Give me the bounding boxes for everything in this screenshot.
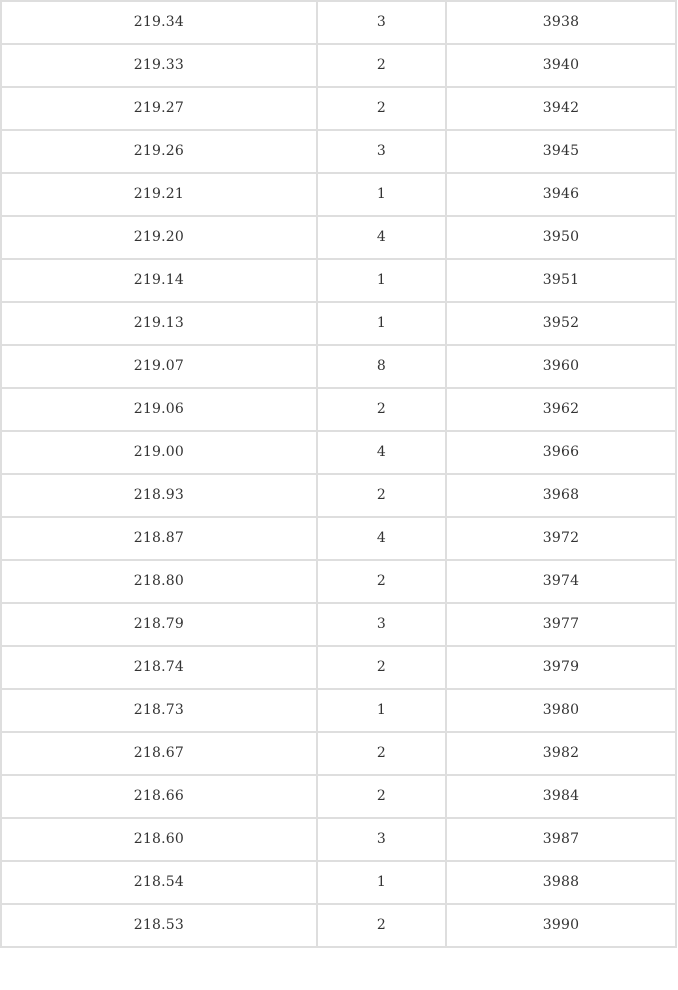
table-row [1, 732, 676, 775]
count-cell: 1 [317, 259, 446, 302]
score-cell: 218.80 [1, 560, 317, 603]
score-cell: 219.07 [1, 345, 317, 388]
score-cell: 219.33 [1, 44, 317, 87]
count-cell: 1 [317, 302, 446, 345]
cumulative-count-cell: 3972 [446, 517, 676, 560]
table-row [1, 388, 676, 431]
table-row [1, 130, 676, 173]
score-cell: 218.79 [1, 603, 317, 646]
cumulative-count-cell: 3988 [446, 861, 676, 904]
cumulative-count-cell: 3982 [446, 732, 676, 775]
count-cell: 2 [317, 87, 446, 130]
score-cell: 219.20 [1, 216, 317, 259]
count-cell: 2 [317, 474, 446, 517]
count-cell: 3 [317, 130, 446, 173]
score-cell: 218.67 [1, 732, 317, 775]
score-cell: 218.74 [1, 646, 317, 689]
score-cell: 219.21 [1, 173, 317, 216]
count-cell: 2 [317, 775, 446, 818]
score-cell: 219.26 [1, 130, 317, 173]
count-cell: 1 [317, 689, 446, 732]
cumulative-count-cell: 3979 [446, 646, 676, 689]
table-row [1, 904, 676, 947]
score-cell: 219.14 [1, 259, 317, 302]
table-row [1, 689, 676, 732]
score-cell: 219.27 [1, 87, 317, 130]
table-row [1, 1, 676, 44]
cumulative-count-cell: 3942 [446, 87, 676, 130]
table-row [1, 44, 676, 87]
score-cell: 218.54 [1, 861, 317, 904]
score-cell: 219.06 [1, 388, 317, 431]
score-cell: 219.13 [1, 302, 317, 345]
table-row [1, 646, 676, 689]
cumulative-count-cell: 3960 [446, 345, 676, 388]
table-row [1, 302, 676, 345]
count-cell: 2 [317, 388, 446, 431]
table-row [1, 775, 676, 818]
score-cell: 218.87 [1, 517, 317, 560]
count-cell: 4 [317, 517, 446, 560]
cumulative-count-cell: 3987 [446, 818, 676, 861]
cumulative-count-cell: 3966 [446, 431, 676, 474]
count-cell: 1 [317, 173, 446, 216]
score-cell: 218.60 [1, 818, 317, 861]
table-row [1, 216, 676, 259]
table-row [1, 474, 676, 517]
score-cell: 218.53 [1, 904, 317, 947]
table-row [1, 87, 676, 130]
count-cell: 3 [317, 818, 446, 861]
table-body [1, 1, 676, 947]
count-cell: 4 [317, 431, 446, 474]
cumulative-count-cell: 3938 [446, 1, 676, 44]
cumulative-count-cell: 3962 [446, 388, 676, 431]
table-row [1, 861, 676, 904]
cumulative-count-cell: 3952 [446, 302, 676, 345]
table-row [1, 818, 676, 861]
count-cell: 3 [317, 603, 446, 646]
score-cell: 218.66 [1, 775, 317, 818]
count-cell: 2 [317, 560, 446, 603]
cumulative-count-cell: 3968 [446, 474, 676, 517]
count-cell: 2 [317, 646, 446, 689]
count-cell: 4 [317, 216, 446, 259]
count-cell: 3 [317, 1, 446, 44]
table-row [1, 173, 676, 216]
cumulative-count-cell: 3946 [446, 173, 676, 216]
table-row [1, 259, 676, 302]
cumulative-count-cell: 3951 [446, 259, 676, 302]
cumulative-count-cell: 3974 [446, 560, 676, 603]
table-row [1, 431, 676, 474]
count-cell: 8 [317, 345, 446, 388]
cumulative-count-cell: 3984 [446, 775, 676, 818]
cumulative-count-cell: 3980 [446, 689, 676, 732]
score-cell: 218.73 [1, 689, 317, 732]
count-cell: 1 [317, 861, 446, 904]
count-cell: 2 [317, 44, 446, 87]
cumulative-count-cell: 3990 [446, 904, 676, 947]
cumulative-count-cell: 3940 [446, 44, 676, 87]
table-row [1, 603, 676, 646]
cumulative-count-cell: 3945 [446, 130, 676, 173]
count-cell: 2 [317, 904, 446, 947]
cumulative-count-cell: 3977 [446, 603, 676, 646]
score-cell: 219.34 [1, 1, 317, 44]
score-cell: 219.00 [1, 431, 317, 474]
cumulative-count-cell: 3950 [446, 216, 676, 259]
table-row [1, 345, 676, 388]
score-cell: 218.93 [1, 474, 317, 517]
table-row [1, 560, 676, 603]
table-row [1, 517, 676, 560]
count-cell: 2 [317, 732, 446, 775]
